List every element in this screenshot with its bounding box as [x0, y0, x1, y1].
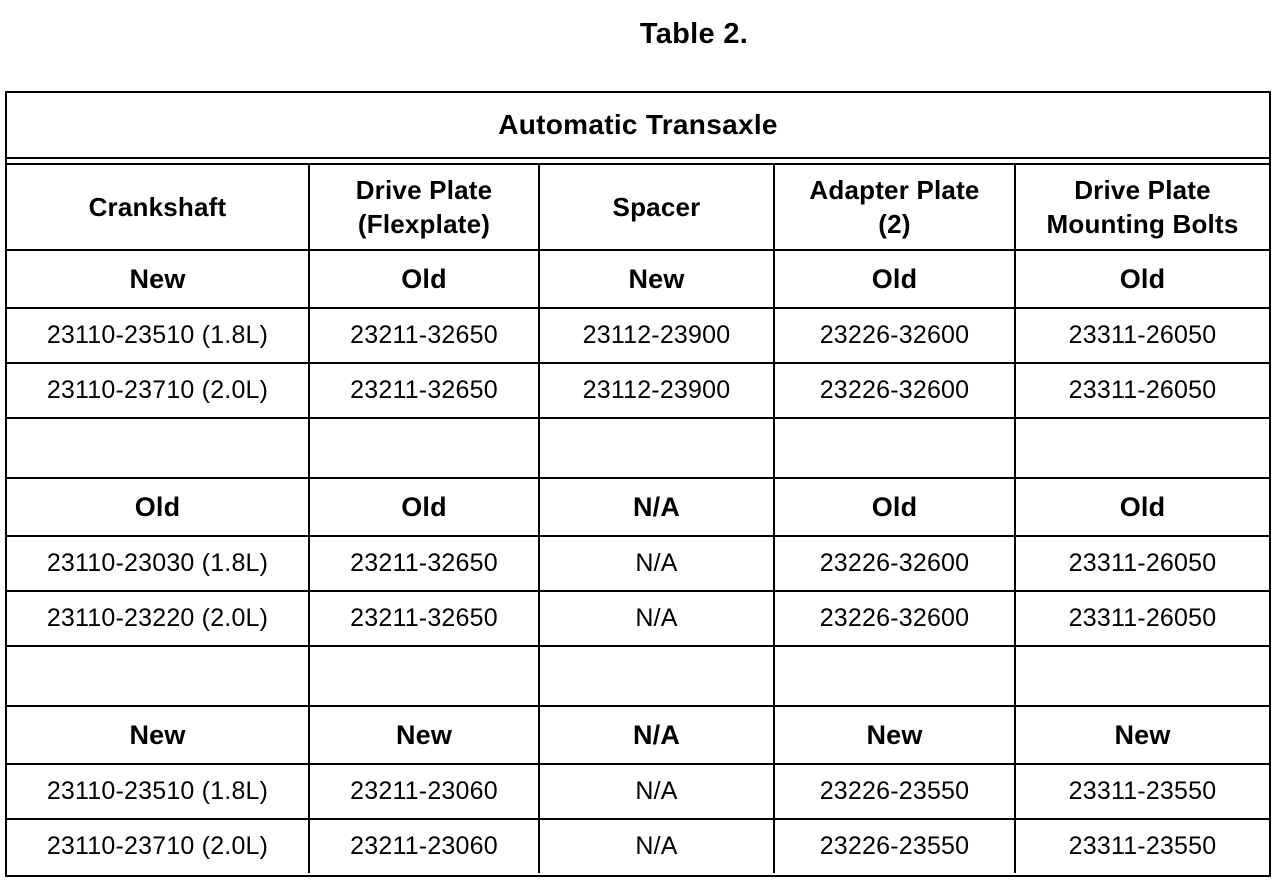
header-mounting-bolts: [1015, 165, 1269, 250]
table-cell: 23226-32600: [774, 591, 1015, 646]
table-row: [7, 308, 1269, 363]
header-crankshaft-line1: Crankshaft: [88, 192, 227, 222]
blank-cell: [7, 418, 309, 478]
header-adapter-plate: [774, 165, 1015, 250]
group-label: N/A: [539, 478, 774, 536]
group-label-row: [7, 478, 1269, 536]
parts-table: [5, 91, 1271, 877]
table-cell: 23211-32650: [309, 591, 539, 646]
blank-cell: [1015, 646, 1269, 706]
blank-row: [7, 646, 1269, 706]
header-adapter-plate-line1: Adapter Plate: [809, 175, 980, 205]
blank-cell: [539, 418, 774, 478]
table-cell: 23110-23710 (2.0L): [7, 819, 309, 873]
header-mounting-bolts-line2: Mounting Bolts: [1046, 209, 1239, 239]
table-cell: 23311-23550: [1015, 819, 1269, 873]
group-label: Old: [1015, 478, 1269, 536]
table-cell: 23226-23550: [774, 819, 1015, 873]
table-cell: 23226-32600: [774, 536, 1015, 591]
table-cell: 23211-23060: [309, 764, 539, 819]
table-cell: 23211-23060: [309, 819, 539, 873]
table-cell: 23110-23710 (2.0L): [7, 363, 309, 418]
table-caption: Table 2.: [639, 18, 749, 50]
blank-cell: [774, 418, 1015, 478]
group-label: New: [1015, 706, 1269, 764]
header-mounting-bolts-line1: Drive Plate: [1074, 175, 1211, 205]
table-cell: 23311-26050: [1015, 308, 1269, 363]
table-row: [7, 764, 1269, 819]
table-row: [7, 536, 1269, 591]
group-label: Old: [309, 250, 539, 308]
table-cell: 23112-23900: [539, 363, 774, 418]
table-row: [7, 819, 1269, 873]
table-row: [7, 591, 1269, 646]
group-label-row: [7, 706, 1269, 764]
group-label: Old: [774, 250, 1015, 308]
header-spacer: [539, 165, 774, 250]
header-crankshaft: [7, 165, 309, 250]
blank-cell: [1015, 418, 1269, 478]
group-label: New: [309, 706, 539, 764]
header-drive-plate-line2: (Flexplate): [357, 209, 491, 239]
table-cell: N/A: [539, 536, 774, 591]
table-cell: 23226-32600: [774, 308, 1015, 363]
table-cell: 23226-32600: [774, 363, 1015, 418]
blank-cell: [774, 646, 1015, 706]
blank-cell: [309, 646, 539, 706]
table-cell: 23110-23510 (1.8L): [7, 764, 309, 819]
table-cell: 23112-23900: [539, 308, 774, 363]
header-row: [7, 165, 1269, 250]
table-cell: N/A: [539, 591, 774, 646]
table-cell: 23226-23550: [774, 764, 1015, 819]
table-cell: 23211-32650: [309, 536, 539, 591]
table-cell: 23110-23510 (1.8L): [7, 308, 309, 363]
group-label: New: [774, 706, 1015, 764]
header-drive-plate: [309, 165, 539, 250]
group-label: Old: [774, 478, 1015, 536]
table-cell: 23311-26050: [1015, 591, 1269, 646]
table-cell: 23211-32650: [309, 308, 539, 363]
table-cell: N/A: [539, 764, 774, 819]
blank-cell: [309, 418, 539, 478]
group-label: New: [7, 706, 309, 764]
blank-row: [7, 418, 1269, 478]
table-cell: 23311-23550: [1015, 764, 1269, 819]
group-label: New: [7, 250, 309, 308]
group-label-row: [7, 250, 1269, 308]
group-label: Old: [309, 478, 539, 536]
table-cell: 23110-23030 (1.8L): [7, 536, 309, 591]
blank-cell: [539, 646, 774, 706]
group-label: N/A: [539, 706, 774, 764]
header-adapter-plate-line2: (2): [878, 209, 911, 239]
blank-cell: [7, 646, 309, 706]
header-drive-plate-line1: Drive Plate: [355, 175, 493, 205]
table-cell: 23110-23220 (2.0L): [7, 591, 309, 646]
table-row: [7, 363, 1269, 418]
table-cell: 23211-32650: [309, 363, 539, 418]
table-cell: 23311-26050: [1015, 363, 1269, 418]
group-label: Old: [1015, 250, 1269, 308]
header-spacer-line1: Spacer: [612, 192, 701, 222]
group-label: Old: [7, 478, 309, 536]
table-title: Automatic Transaxle: [7, 93, 1269, 159]
group-label: New: [539, 250, 774, 308]
parts-grid: [7, 165, 1269, 873]
table-cell: N/A: [539, 819, 774, 873]
table-cell: 23311-26050: [1015, 536, 1269, 591]
